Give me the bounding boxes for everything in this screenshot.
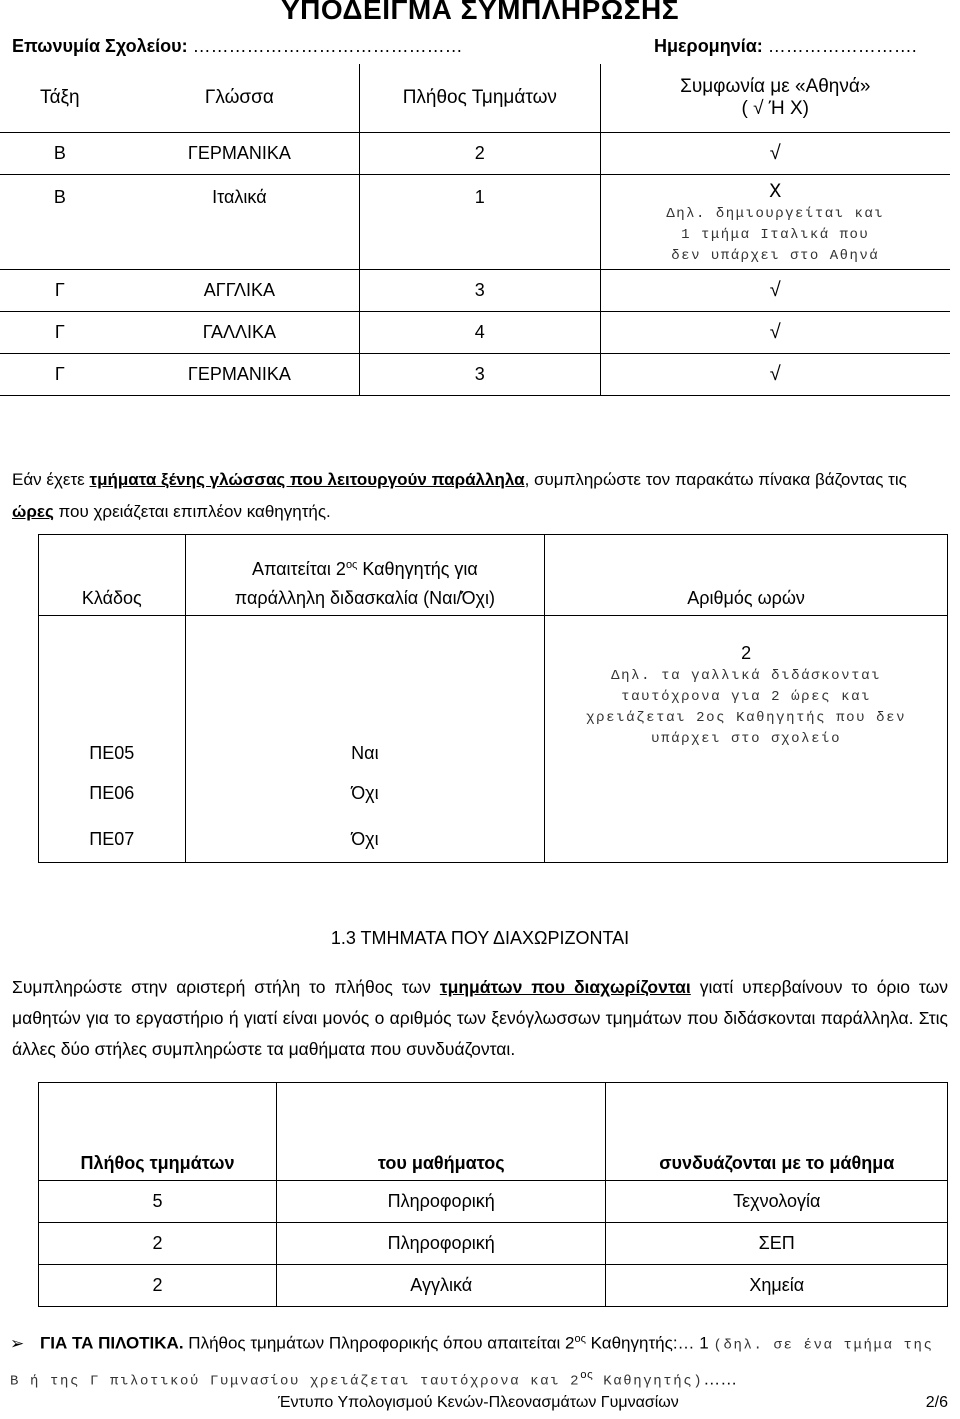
row-sections: 2 <box>39 1223 277 1265</box>
para1-emph: ώρες <box>12 502 54 521</box>
header-required-line2: παράλληλη διδασκαλία (Ναι/Όχι) <box>234 588 495 608</box>
pilot-end: …… <box>703 1369 738 1389</box>
pilot-note-sup: ος <box>580 1369 594 1382</box>
row-required: Ναι <box>185 616 545 771</box>
row-count: 2 <box>360 133 600 175</box>
row-language: ΑΓΓΛΙΚΑ <box>120 270 360 312</box>
row-sections: 2 <box>39 1265 277 1307</box>
row-branch: ΠΕ07 <box>39 816 186 863</box>
table-header-row <box>39 535 948 616</box>
page-title: ΥΠΟΔΕΙΓΜΑ ΣΥΜΠΛΗΡΩΣΗΣ <box>280 0 680 25</box>
header-combined: συνδυάζονται με το μάθημα <box>606 1083 948 1181</box>
para1-text: Εάν έχετε <box>12 470 90 489</box>
row-language: ΓΕΡΜΑΝΙΚΑ <box>120 354 360 396</box>
header-language: Γλώσσα <box>120 64 360 133</box>
row-class: Γ <box>0 312 120 354</box>
table-row <box>39 616 948 771</box>
check-mark: √ <box>600 312 950 354</box>
table-row <box>0 354 950 396</box>
instructions-parallel <box>12 464 942 528</box>
date-label: Ημερομηνία: <box>654 36 763 56</box>
header-required-text: Καθηγητής για <box>357 559 478 579</box>
row-required: Όχι <box>185 770 545 816</box>
header-hours: Αριθμός ωρών <box>545 535 948 616</box>
para1-emph: τμήματα ξένης γλώσσας που λειτουργούν παράλληλα <box>89 470 525 489</box>
row-required: Όχι <box>185 816 545 863</box>
pilot-text: Πλήθος τμημάτων Πληροφορικής όπου απαιτείται 2 <box>183 1333 575 1353</box>
check-mark: √ <box>600 133 950 175</box>
row-language: ΓΕΡΜΑΝΙΚΑ <box>120 133 360 175</box>
row-sections: 5 <box>39 1181 277 1223</box>
row-branch: ΠΕ06 <box>39 770 186 816</box>
pilot-note-text: Καθηγητής) <box>593 1373 704 1390</box>
parallel-teaching-table <box>38 534 948 863</box>
header-required-text: Απαιτείται 2 <box>251 559 346 579</box>
table-row <box>39 1265 948 1307</box>
header-agreement-line2: ( √ Ή Χ) <box>741 98 809 119</box>
row-class: Β <box>0 133 120 175</box>
para2-emph: τμημάτων που διαχωρίζονται <box>439 977 691 997</box>
check-mark: √ <box>600 354 950 396</box>
arrow-bullet-icon: ➢ <box>10 1333 25 1353</box>
row-combined: Τεχνολογία <box>606 1181 948 1223</box>
table-row <box>39 770 948 816</box>
table-row <box>0 133 950 175</box>
section-title: 1.3 ΤΜΗΜΑΤΑ ΠΟΥ ΔΙΑΧΩΡΙΖΟΝΤΑΙ <box>330 928 630 948</box>
para1-text: που χρειάζεται επιπλέον καθηγητής. <box>53 502 331 521</box>
table-row <box>39 816 948 863</box>
pilot-note <box>10 1324 950 1396</box>
check-mark: √ <box>600 270 950 312</box>
row-course: Πληροφορική <box>276 1223 606 1265</box>
row-count: 3 <box>360 270 600 312</box>
row-combined: ΣΕΠ <box>606 1223 948 1265</box>
row-course: Πληροφορική <box>276 1181 606 1223</box>
header-agreement <box>600 64 950 133</box>
split-sections-table <box>38 1082 948 1307</box>
header-branch: Κλάδος <box>39 535 186 616</box>
header-count: Πλήθος Τμημάτων <box>360 64 600 133</box>
row-class: Γ <box>0 354 120 396</box>
header-required <box>185 535 545 616</box>
table-row <box>39 1181 948 1223</box>
row-hours <box>545 770 948 816</box>
row-count: 1 <box>360 175 600 270</box>
table-row <box>0 312 950 354</box>
row-class: Γ <box>0 270 120 312</box>
table-header-row <box>39 1083 948 1181</box>
pilot-label: ΓΙΑ ΤΑ ΠΙΛΟΤΙΚΑ. <box>40 1333 184 1353</box>
page-number: 2/6 <box>925 1394 948 1411</box>
table-row <box>0 175 950 270</box>
languages-table <box>0 64 950 396</box>
para1-text: , συμπληρώστε τον παρακάτω πίνακα βάζοντας τις <box>524 470 907 489</box>
instructions-split <box>12 972 948 1065</box>
pilot-text: Καθηγητής:… 1 <box>585 1333 714 1353</box>
row-combined: Χημεία <box>606 1265 948 1307</box>
header-class: Τάξη <box>0 64 120 133</box>
para2-text: Συμπληρώστε στην αριστερή στήλη το πλήθος των <box>12 977 440 997</box>
header-sections: Πλήθος τμημάτων <box>39 1083 277 1181</box>
row-note: Δηλ. δημιουργείται και 1 τμήμα Ιταλικά που δεν υπάρχει στο Αθηνά <box>666 206 885 264</box>
date-field <box>654 36 917 57</box>
hours-cell <box>545 616 948 771</box>
school-field <box>12 36 463 57</box>
row-note: Δηλ. τα γαλλικά διδάσκονται ταυτόχρονα για 2 ώρες και χρειάζεται 2ος Καθηγητής που δεν υπάρχει στο σχολείο <box>586 668 907 747</box>
pilot-note-text: (δηλ. σε ένα τμήμα της Β ή της Γ πιλοτικού Γυμνασίου χρειάζεται ταυτόχρονα και 2 <box>10 1337 934 1390</box>
school-label: Επωνυμία Σχολείου: <box>12 36 188 56</box>
row-course: Αγγλικά <box>276 1265 606 1307</box>
row-language: ΓΑΛΛΙΚΑ <box>120 312 360 354</box>
header-agreement-line1: Συμφωνία με «Αθηνά» <box>680 76 871 97</box>
para2-text: γιατί υπερβαίνουν το όριο των μαθητών για το εργαστήριο ή γιατί είναι μονός ο αριθμός των ξενόγλωσσων τμημάτων που διδάσκονται παράλληλα. Στις άλλες δύο στήλες συμπληρώστε τα μαθήματα που συνδυάζονται. <box>12 977 948 1059</box>
footer-title: Έντυπο Υπολογισμού Κενών-Πλεονασμάτων Γυμνασίων <box>278 1394 679 1411</box>
school-value: ……………………………………… <box>192 36 463 56</box>
x-mark: Χ <box>769 181 782 204</box>
row-count: 4 <box>360 312 600 354</box>
header-course: του μαθήματος <box>276 1083 606 1181</box>
row-class: Β <box>0 175 120 270</box>
pilot-sup: ος <box>574 1333 586 1345</box>
mark-cell <box>600 175 950 270</box>
row-language: Ιταλικά <box>120 175 360 270</box>
header-required-line1 <box>186 559 545 580</box>
header-required-sup: ος <box>345 559 358 571</box>
date-value: ……………………. <box>767 36 917 56</box>
header-line <box>12 36 948 60</box>
row-branch: ΠΕ05 <box>39 616 186 771</box>
table-header-row <box>0 64 950 133</box>
table-row <box>39 1223 948 1265</box>
row-hours <box>545 816 948 863</box>
table-row <box>0 270 950 312</box>
row-count: 3 <box>360 354 600 396</box>
row-hours: 2 <box>741 643 752 663</box>
